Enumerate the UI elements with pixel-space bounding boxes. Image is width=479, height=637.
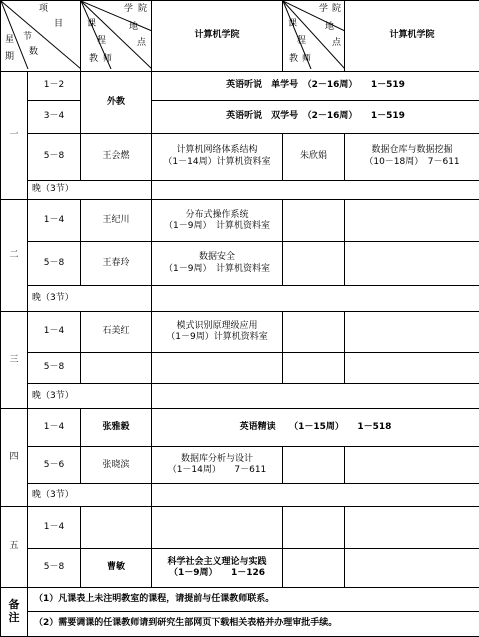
period-cell: 1－4 [28,312,81,353]
period-cell: 5－8 [28,352,81,383]
day-thursday: 四 [1,409,28,507]
header-row [1,1,479,72]
corner-label-dian: 点 [137,38,147,48]
corner-label-xing: 星 [5,35,15,45]
table-row [1,133,479,180]
table-row [1,352,479,383]
empty-cell [152,484,479,507]
period-cell: 5－8 [28,242,81,286]
table-row [1,101,479,133]
teacher-cell: 王纪川 [81,200,152,242]
empty-cell [152,286,479,312]
table-row [1,200,479,242]
table-row [1,312,479,353]
table-row [1,180,479,200]
notes-title-char-1: 备 [8,598,20,612]
period-cell: 5－8 [28,549,81,588]
corner-label-yuan: 院 [138,4,148,14]
course-detail: （1－9周） 1－126 [168,567,266,578]
day-tuesday: 二 [1,200,28,312]
day-friday: 五 [1,507,28,587]
empty-cell [81,352,152,383]
course-cell [152,242,283,286]
empty-cell [283,242,345,286]
corner-label-di: 地 [129,22,139,32]
corner-label-mu: 目 [54,19,64,29]
corner-label-cheng-2: 程 [297,36,307,46]
empty-cell [283,352,345,383]
course-name: 科学社会主义理论与实践 [167,556,267,567]
evening-label: 晚（3节） [28,180,152,200]
course-detail: （10－18周） 7－611 [364,156,460,167]
corner-label-ke: 课 [87,19,97,29]
corner-label-xiang: 项 [39,4,49,14]
table-row [1,484,479,507]
course-name: 数据安全 [198,252,235,263]
table-row [1,409,479,447]
corner-header-mid [81,1,152,72]
note-line-1: （1）凡课表上未注明教室的课程，请提前与任课教师联系。 [28,587,479,611]
table-row [1,242,479,286]
notes-row [1,587,479,611]
corner-label-jie: 节 [23,32,33,42]
corner-header-left [1,1,81,72]
corner-label-shu: 数 [29,47,39,57]
corner-label-cheng: 程 [97,36,107,46]
empty-cell [152,384,479,409]
teacher-cell: 张晓滨 [81,446,152,484]
course-name: 计算机网络体系结构 [176,145,258,156]
empty-cell [283,549,345,588]
empty-cell [283,200,345,242]
course-detail: （1－9周） 计算机资料室 [164,263,270,274]
corner-label-shi: 师 [103,54,113,64]
corner-label-xue-2: 学 [319,4,329,14]
teacher-cell: 王春玲 [81,242,152,286]
empty-cell [283,312,345,353]
course-name: 数据仓库与数据挖掘 [371,145,453,156]
corner-header-right [283,1,345,72]
course-name: 模式识别原理级应用 [176,320,258,331]
course-detail: （1－14周） 7－611 [167,465,267,476]
empty-cell [283,446,345,484]
table-row [1,549,479,588]
empty-cell [152,352,283,383]
corner-label-dian-2: 点 [332,38,342,48]
empty-cell [345,549,479,588]
period-cell: 1－2 [28,72,81,101]
course-name: 数据库分析与设计 [180,453,253,464]
course-cell: 英语精读 （1－15周） 1－518 [152,409,479,447]
empty-cell [345,312,479,353]
period-cell: 1－4 [28,507,81,549]
period-cell: 3－4 [28,101,81,133]
empty-cell [345,507,479,549]
table-row [1,507,479,549]
course-cell [152,200,283,242]
course-cell: 英语听说 双学号 （2－16周） 1－519 [152,101,479,133]
empty-cell [283,507,345,549]
course-cell [152,312,283,353]
course-detail: （1－9周）计算机资料室 [166,331,268,342]
notes-row [1,611,479,636]
teacher-cell: 张雅毅 [81,409,152,447]
teacher-cell: 王会燃 [81,133,152,180]
period-cell: 1－4 [28,409,81,447]
corner-label-shi-2: 师 [302,54,312,64]
corner-label-jiao-2: 教 [289,54,299,64]
college-header-1: 计算机学院 [152,1,283,72]
table-row [1,446,479,484]
teacher-cell: 外教 [81,72,152,134]
course-name: 分布式操作系统 [185,209,249,220]
corner-label-di-2: 地 [325,22,335,32]
corner-label-xue: 学 [124,4,134,14]
corner-label-qi: 期 [5,52,15,62]
evening-label: 晚（3节） [28,484,152,507]
period-cell: 1－4 [28,200,81,242]
course-cell [152,446,283,484]
empty-cell [345,200,479,242]
course-cell: 英语听说 单学号 （2－16周） 1－519 [152,72,479,101]
course-detail: （1－9周） 计算机资料室 [164,220,270,231]
period-cell: 5－8 [28,133,81,180]
notes-title [1,587,28,636]
corner-label-yuan-2: 院 [332,4,342,14]
day-wednesday: 三 [1,312,28,409]
corner-label-ke-2: 课 [288,19,298,29]
note-line-2: （2）需要调课的任课教师请到研究生部网页下载相关表格并办理审批手续。 [28,611,479,636]
empty-cell [152,180,479,200]
teacher-cell: 石美红 [81,312,152,353]
college-header-2: 计算机学院 [345,1,479,72]
period-cell: 5－6 [28,446,81,484]
empty-cell [345,352,479,383]
empty-cell [81,507,152,549]
empty-cell [345,446,479,484]
course-cell [152,549,283,588]
corner-label-jiao: 教 [89,54,99,64]
empty-cell [345,242,479,286]
notes-title-char-2: 注 [8,610,20,624]
teacher-cell: 曹敏 [81,549,152,588]
day-monday: 一 [1,72,28,200]
course-cell [345,133,479,180]
evening-label: 晚（3节） [28,286,152,312]
course-detail: （1－14周）计算机资料室 [163,156,271,167]
table-row [1,286,479,312]
table-row [1,72,479,101]
teacher-cell: 朱欣娟 [283,133,345,180]
course-cell [152,133,283,180]
evening-label: 晚（3节） [28,384,152,409]
empty-cell [152,507,283,549]
table-row [1,384,479,409]
